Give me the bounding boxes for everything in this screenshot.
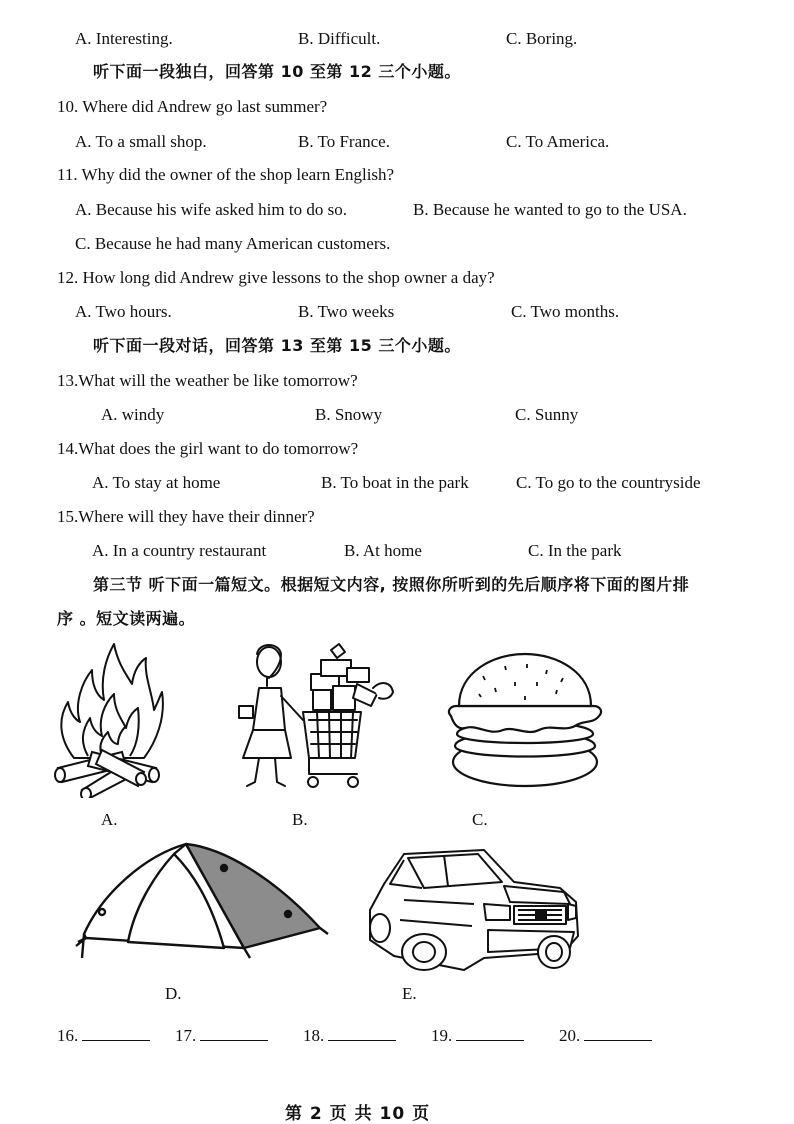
q11-option-c: C. Because he had many American customers. <box>75 234 391 253</box>
picture-label-b: B. <box>292 810 308 829</box>
section-dialogue-instruction: 听下面一段对话，回答第 13 至第 15 三个小题。 <box>93 336 461 355</box>
q15-option-c: C. In the park <box>528 541 622 560</box>
tent-icon <box>74 838 334 968</box>
q14-option-b: B. To boat in the park <box>321 473 469 492</box>
q12-option-a: A. Two hours. <box>75 302 172 321</box>
section3-instruction-line1: 第三节 听下面一篇短文。根据短文内容, 按照你所听到的先后顺序将下面的图片排 <box>93 575 690 594</box>
picture-label-d: D. <box>165 984 182 1003</box>
car-icon <box>364 840 584 975</box>
q14-option-c: C. To go to the countryside <box>516 473 701 492</box>
q13-question: 13.What will the weather be like tomorrow? <box>57 371 358 390</box>
hamburger-icon <box>443 650 608 790</box>
campfire-icon <box>52 640 167 798</box>
shopping-woman-icon <box>225 640 400 792</box>
q12-question: 12. How long did Andrew give lessons to the shop owner a day? <box>57 268 495 287</box>
section-monologue-instruction: 听下面一段独白，回答第 10 至第 12 三个小题。 <box>93 62 461 81</box>
q10-question: 10. Where did Andrew go last summer? <box>57 97 328 116</box>
answer-blank-17[interactable] <box>175 1026 268 1046</box>
answer-number: 16. <box>57 1026 79 1045</box>
answer-blank-20[interactable] <box>559 1026 652 1046</box>
q14-option-a: A. To stay at home <box>92 473 221 492</box>
page-footer: 第 2 页 共 10 页 <box>285 1104 431 1124</box>
q9-option-c: C. Boring. <box>506 29 578 48</box>
answer-blank-19[interactable] <box>431 1026 524 1046</box>
q15-question: 15.Where will they have their dinner? <box>57 507 315 526</box>
q13-option-c: C. Sunny <box>515 405 579 424</box>
q10-option-b: B. To France. <box>298 132 390 151</box>
answer-number: 20. <box>559 1026 581 1045</box>
q12-option-b: B. Two weeks <box>298 302 395 321</box>
section3-instruction-line2: 序 。短文读两遍。 <box>57 609 196 628</box>
q10-option-c: C. To America. <box>506 132 610 151</box>
answer-number: 19. <box>431 1026 453 1045</box>
q14-question: 14.What does the girl want to do tomorrow? <box>57 439 359 458</box>
q15-option-a: A. In a country restaurant <box>92 541 267 560</box>
q12-option-c: C. Two months. <box>511 302 620 321</box>
q11-question: 11. Why did the owner of the shop learn English? <box>57 165 395 184</box>
answer-number: 17. <box>175 1026 197 1045</box>
answer-blank-16[interactable] <box>57 1026 150 1046</box>
q10-option-a: A. To a small shop. <box>75 132 207 151</box>
answer-blank-18[interactable] <box>303 1026 396 1046</box>
q11-option-b: B. Because he wanted to go to the USA. <box>413 200 687 219</box>
q11-option-a: A. Because his wife asked him to do so. <box>75 200 347 219</box>
picture-label-c: C. <box>472 810 488 829</box>
picture-label-e: E. <box>402 984 417 1003</box>
answer-number: 18. <box>303 1026 325 1045</box>
q13-option-b: B. Snowy <box>315 405 383 424</box>
q9-option-b: B. Difficult. <box>298 29 381 48</box>
q9-option-a: A. Interesting. <box>75 29 173 48</box>
picture-label-a: A. <box>101 810 118 829</box>
q13-option-a: A. windy <box>101 405 165 424</box>
q15-option-b: B. At home <box>344 541 422 560</box>
